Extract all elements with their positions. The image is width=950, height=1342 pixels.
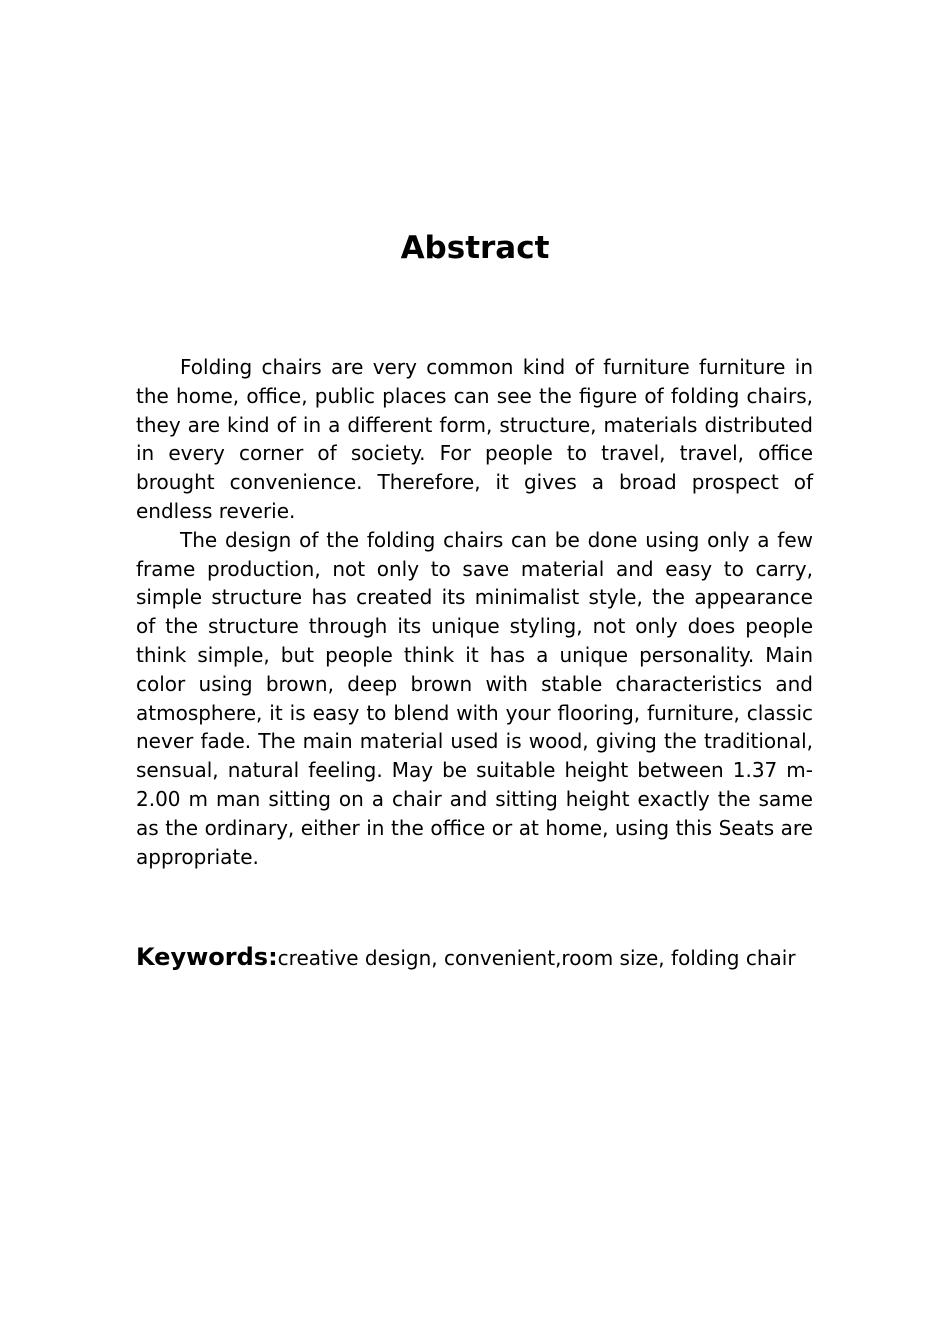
- keywords-line: [136, 936, 813, 979]
- abstract-paragraph-1: Folding chairs are very common kind of furniture furniture in the home, office, public places can see the figure of folding chairs, they are kind of in a different form, structure, materials distributed in every corner of society. For people to travel, travel, office brought convenience. Therefore, it gives a broad prospect of endless reverie.: [136, 355, 813, 523]
- keywords-separator: :: [268, 943, 278, 971]
- keywords-label: Keywords: [136, 943, 269, 971]
- abstract-body: [136, 353, 813, 871]
- keywords-text: creative design, convenient,room size, folding chair: [277, 946, 796, 970]
- abstract-paragraph-2: The design of the folding chairs can be done using only a few frame production, not only to save material and easy to carry, simple structure has created its minimalist style, the appearance of the structure through its unique styling, not only does people think simple, but people think it has a unique personality. Main color using brown, deep brown with stable characteristics and atmosphere, it is easy to blend with your flooring, furniture, classic never fade. The main material used is wood, giving the traditional, sensual, natural feeling. May be suitable height between 1.37 m-2.00 m man sitting on a chair and sitting height exactly the same as the ordinary, either in the office or at home, using this Seats are appropriate.: [136, 527, 813, 869]
- abstract-title: Abstract: [400, 230, 550, 266]
